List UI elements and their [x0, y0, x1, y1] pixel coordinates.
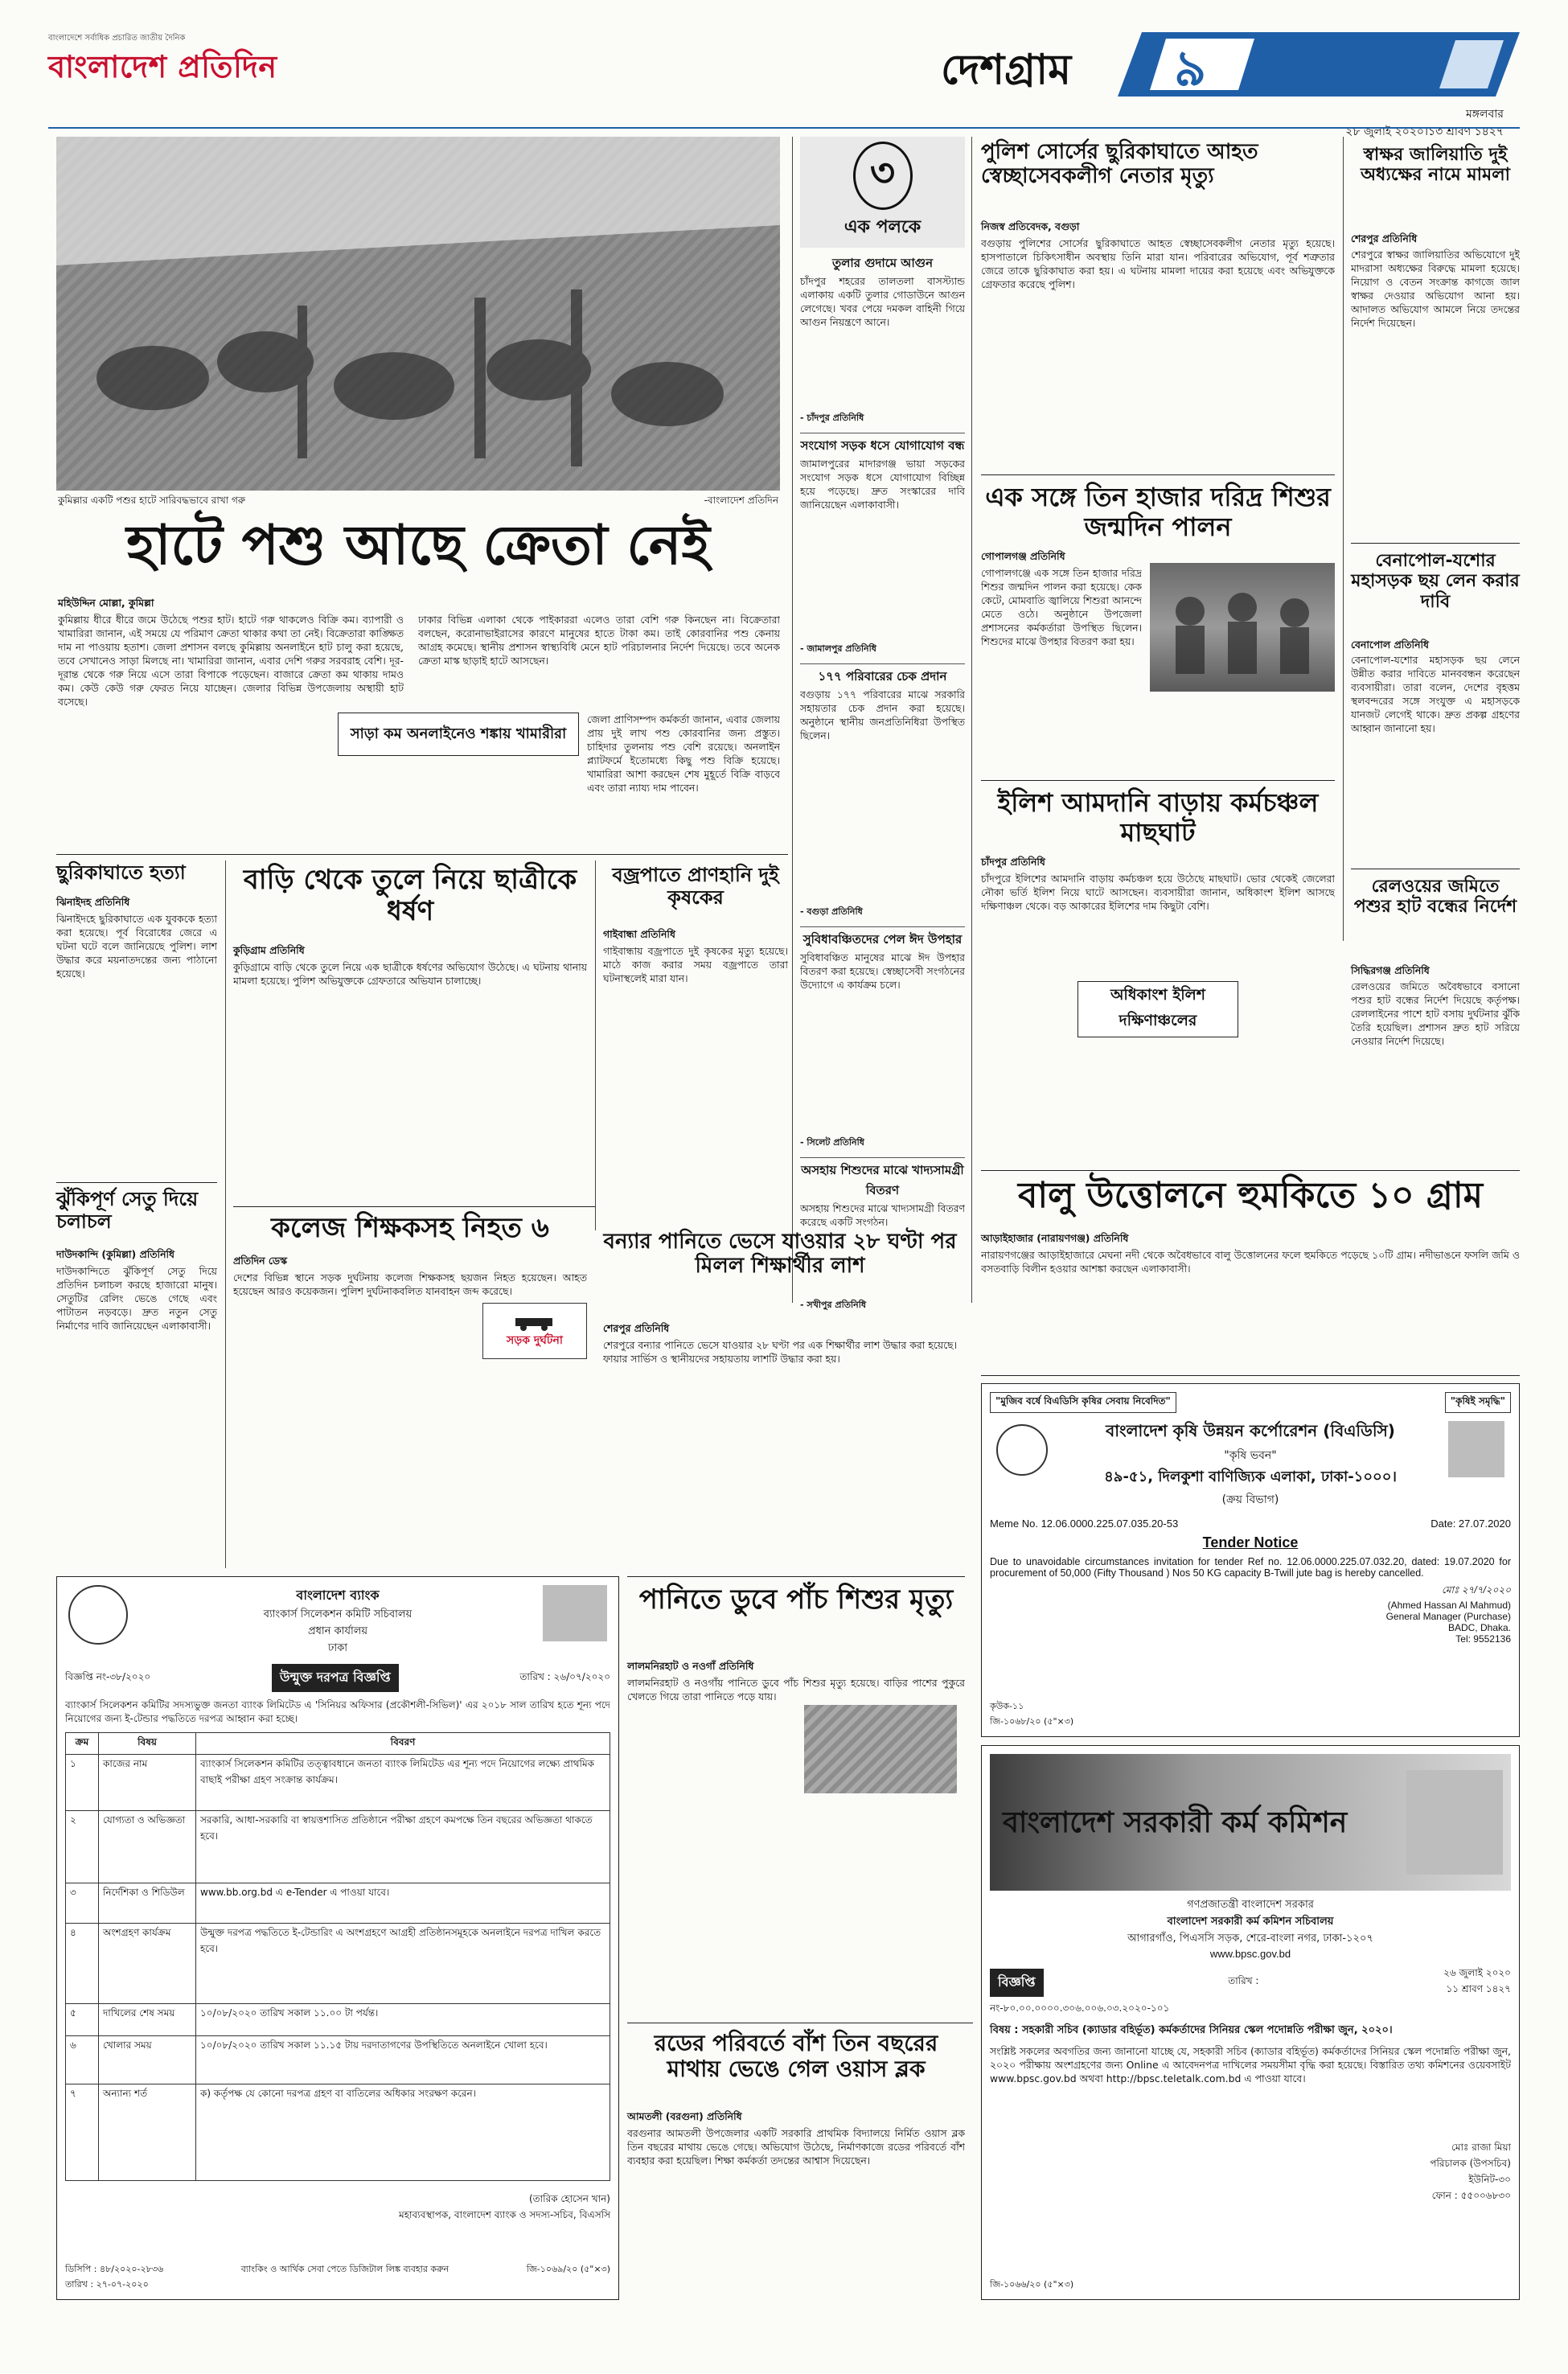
glance-item[interactable]	[800, 254, 965, 426]
bpsc-subject: বিষয় : সহকারী সচিব (ক্যাডার বহির্ভূত) কর্মকর্তাদের সিনিয়র স্কেল পদোন্নতি পরীক্ষা জুন, ২০২০।	[990, 2024, 1393, 2036]
weekday: মঙ্গলবার	[1465, 108, 1504, 121]
badc-signature-block	[990, 1583, 1511, 1645]
masthead-tagline: বাংলাদেশে সর্বাধিক প্রচারিত জাতীয় দৈনিক	[48, 34, 186, 43]
badc-header	[990, 1419, 1511, 1509]
bpsc-header	[990, 1897, 1511, 1960]
glance-header	[800, 137, 965, 248]
glance-item-credit: - সখীপুর প্রতিনিধি	[800, 1300, 867, 1310]
abduction-right-rule	[595, 860, 596, 1230]
lead-byline: মহিউদ্দিন মোল্লা, কুমিল্লা	[58, 597, 154, 609]
bank-table-header	[66, 1733, 610, 1755]
badc-org-short: BADC, Dhaka.	[1447, 1622, 1511, 1633]
lead-photo-caption-row	[58, 494, 778, 510]
birthday-body: গোপালগঞ্জে এক সঙ্গে তিন হাজার দরিদ্র শিশুর জন্মদিন পালন করা হয়েছে। কেক কেটে, মোমবাতি জ্বালিয়ে শিশুরা আনন্দে মেতে ওঠে। অনুষ্ঠানে উপজেলা প্রশাসনের কর্মকর্তারা উপস্থিত ছিলেন। শিশুদের মাঝে উপহার বিতরণ করা হয়।	[981, 567, 1142, 647]
glance-item-credit: - বগুড়া প্রতিনিধি	[800, 906, 863, 917]
badc-title: Tender Notice	[1202, 1534, 1299, 1550]
lead-pull-quote	[338, 713, 579, 756]
birthday-byline: গোপালগঞ্জ প্রতিনিধি	[981, 550, 1065, 562]
flood-byline: শেরপুর প্রতিনিধি	[603, 1322, 670, 1334]
bank-notice-no: বিজ্ঞপ্তি নং-৩৮/২০২০	[65, 1670, 151, 1682]
teacher-headline[interactable]: কলেজ শিক্ষকসহ নিহত ৬	[271, 1212, 549, 1244]
badc-date: Date: 27.07.2020	[1430, 1518, 1511, 1530]
stab-bottom-rule	[981, 474, 1335, 475]
glance-item-text: চাঁদপুর শহরের তালতলা বাসস্ট্যান্ড এলাকায় একটি তুলার গোডাউনে আগুন লেগেছে। খবর পেয়ে দমকল বাহিনী গিয়ে আগুন নিয়ন্ত্রণে আনে।	[800, 275, 965, 328]
glance-item[interactable]	[800, 926, 965, 1151]
sand-bottom-rule	[981, 1375, 1520, 1376]
forgery-byline: শেরপুর প্রতিনিধি	[1351, 232, 1418, 244]
col-subject: বিষয়	[99, 1733, 196, 1755]
railway-byline: সিদ্ধিরগঞ্জ প্রতিনিধি	[1351, 964, 1430, 976]
badc-position: General Manager (Purchase)	[1385, 1611, 1511, 1622]
badc-slogan-left: "মুজিব বর্ষে বিএডিসি কৃষির সেবায় নিবেদিত"	[990, 1392, 1176, 1413]
bank-footer-note: ব্যাংকিং ও আর্থিক সেবা পেতে ডিজিটাল লিঙ্ক ব্যবহার করুন	[240, 2264, 449, 2274]
lightning-byline: গাইবান্ধা প্রতিনিধি	[603, 928, 675, 940]
bpsc-address: আগারগাঁও, পিএসসি সড়ক, শেরে-বাংলা নগর, ঢাকা-১২০৭	[1127, 1932, 1373, 1945]
wash-headline[interactable]: রডের পরিবর্তে বাঁশ তিন বছরের মাথায় ভেঙে গেল ওয়াস ব্লক	[654, 2030, 938, 2083]
flood-headline[interactable]: বন্যার পানিতে ভেসে যাওয়ার ২৮ ঘণ্টা পর মিলল শিক্ষার্থীর লাশ	[603, 1230, 957, 1278]
left-col-rule	[225, 860, 226, 1568]
benapole-headline[interactable]: বেনাপোল-যশোর মহাসড়ক ছয় লেন করার দাবি	[1351, 551, 1520, 612]
car-icon	[511, 1312, 559, 1331]
teacher-body: দেশের বিভিন্ন স্থানে সড়ক দুর্ঘটনায় কলেজ শিক্ষকসহ ছয়জন নিহত হয়েছেন। আহত হয়েছেন আরও কয়েকজন। পুলিশ দুর্ঘটনাকবলিত যানবাহন জব্দ করেছে।	[233, 1271, 587, 1297]
glance-item[interactable]	[800, 433, 965, 657]
table-row: ৬ খোলার সময় ১০/০৮/২০২০ তারিখ সকাল ১১.১৫ টায় দরদাতাগণের উপস্থিতিতে অনলাইনে খোলা হবে।	[66, 2036, 610, 2084]
lead-body-1: কুমিল্লায় ধীরে ধীরে জমে উঠেছে পশুর হাট। হাটে গরু থাকলেও বিক্রি কম। ব্যাপারী ও খামারিরা জানান, এই সময়ে যে পরিমাণ ক্রেতা থাকার কথা তা নেই। বিক্রেতারা কাঙ্ক্ষিত দাম না পাওয়ায় হতাশ। জেলা প্রশাসন বলছে কুমিল্লায় অনলাইনে হাট চালু করা হয়েছে, তবে সেখানেও সাড়া মিলছে না। খামারিরা জানান, এবার দেশি গরুর সরবরাহ বেশি। দূর-দূরান্ত থেকে গরু নিয়ে এসে তারা বিপাকে পড়েছেন। বাজারে ক্রেতা কম থাকায় দামও কম। কেউ কেউ গরু ফেরত নিয়ে যাচ্ছেন। জেলার বিভিন্ন উপজেলায় অস্থায়ী হাট বসেছে।	[58, 614, 404, 708]
lightning-body: গাইবান্ধায় বজ্রপাতে দুই কৃষকের মৃত্যু হয়েছে। মাঠে কাজ করার সময় বজ্রপাতে তারা ঘটনাস্থলেই মারা যান।	[603, 945, 788, 984]
bank-office: প্রধান কার্যালয়	[307, 1625, 368, 1637]
bank-committee: ব্যাংকার্স সিলেকশন কমিটি সচিবালয়	[263, 1608, 413, 1620]
glance-item-text: বগুড়ায় ১৭৭ পরিবারের মাঝে সরকারি সহায়তার চেক প্রদান করা হয়েছে। অনুষ্ঠানে স্থানীয় জনপ্রতিনিধিরা উপস্থিত ছিলেন।	[800, 688, 965, 741]
table-row: ২ যোগ্যতা ও অভিজ্ঞতা সরকারি, আধা-সরকারি বা স্বায়ত্তশাসিত প্রতিষ্ঠানে পরীক্ষা গ্রহণে কমপক্ষে তিন বছরের অভিজ্ঞতা থাকতে হবে।	[66, 1811, 610, 1883]
children-silhouettes	[1150, 563, 1335, 692]
hilsa-pull-quote-text: অধিকাংশ ইলিশ দক্ষিণাঞ্চলের	[1110, 986, 1206, 1029]
table-row: ৪ অংশগ্রহণ কার্যক্রম উন্মুক্ত দরপত্র পদ্ধতিতে ই-টেন্ডারিং এ অংশগ্রহণে আগ্রহী প্রতিষ্ঠানসমূহকে অনলাইনে দরপত্র দাখিল করতে হবে।	[66, 1924, 610, 2004]
pull-quote-text: সাড়া কম অনলাইনেও শঙ্কায় খামারীরা	[350, 725, 567, 742]
section-name: দেশগ্রাম	[941, 46, 1072, 94]
sand-byline: আড়াইহাজার (নারায়ণগঞ্জ) প্রতিনিধি	[981, 1232, 1129, 1244]
bank-footer	[65, 2262, 610, 2293]
bpsc-date-label: তারিখ :	[1228, 1975, 1259, 1986]
badc-building: "কৃষি ভবন"	[1224, 1449, 1277, 1462]
murder-byline: ঝিনাইদহ প্রতিনিধি	[56, 896, 130, 908]
lead-photo-caption: কুমিল্লার একটি পশুর হাটে সারিবদ্ধভাবে রাখা গরু	[58, 495, 246, 506]
bpsc-banner-text: বাংলাদেশ সরকারী কর্ম কমিশন	[1003, 1806, 1348, 1839]
lead-body-3: জেলা প্রাণিসম্পদ কর্মকর্তা জানান, এবার জেলায় প্রায় দুই লাখ পশু কোরবানির জন্য প্রস্তুত। চাহিদার তুলনায় পশু বেশি রয়েছে। অনলাইন প্ল্যাটফর্মে ইতোমধ্যে কিছু পশু বিক্রি হয়েছে। খামারিরা আশা করছেন শেষ মুহূর্তে বিক্রি বাড়বে এবং তারা ন্যায্য দাম পাবেন।	[587, 713, 780, 794]
glance-item-head: তুলার গুদামে আগুন	[831, 256, 934, 270]
bank-notice-title: উন্মুক্ত দরপত্র বিজ্ঞপ্তি	[272, 1664, 399, 1692]
page-number: ৯	[1174, 39, 1207, 97]
badc-tender-ad	[981, 1383, 1520, 1737]
masthead	[48, 32, 1520, 138]
issue-date: ২৮ জুলাই ২০২০।১৩ শ্রাবণ ১৪২৭	[1345, 125, 1504, 138]
birthday-photo	[1150, 563, 1335, 692]
bank-notice-date: তারিখ : ২৬/০৭/২০২০	[519, 1670, 610, 1682]
glance-title: এক পলকে	[844, 217, 922, 237]
bpsc-date2: ১১ শ্রাবণ ১৪২৭	[1446, 1983, 1511, 1994]
bank-footer-left: ডিসিপি : ৪৮/২০২০-২৮৩৬ তারিখ : ২৭-০৭-২০২০	[65, 2264, 164, 2290]
bpsc-ref-no: নং-৮০.০০.০০০০.৩০৬.০০৬.০৩.২০২০-১০১	[990, 2002, 1170, 2014]
glance-item-text: জামালপুরের মাদারগঞ্জ ভায়া সড়কের সংযোগ সড়ক ধসে যোগাযোগ বিচ্ছিন্ন হয়ে পড়েছে। দ্রুত সংস্কারের দাবি জানিয়েছেন এলাকাবাসী।	[800, 458, 965, 511]
hilsa-bottom-rule	[981, 1170, 1520, 1171]
glance-right-rule	[971, 137, 972, 1303]
glance-item-head: অসহায় শিশুদের মাঝে খাদ্যসামগ্রী বিতরণ	[801, 1163, 964, 1197]
lead-body-2: ঢাকার বিভিন্ন এলাকা থেকে পাইকাররা এলেও তারা বেশি গরু কিনছেন না। বিক্রেতারা বলছেন, করোনাভাইরাসের কারণে মানুষের হাতে টাকা কম। তাই কোরবানির পশু কেনায় আগ্রহ কমেছে। স্থানীয় প্রশাসন স্বাস্থ্যবিধি মেনে হাট পরিচালনার নির্দেশ দিয়েছে। তবে অনেক ক্রেতা মাস্ক ছাড়াই হাটে আসছেন।	[418, 614, 780, 667]
glance-item-credit: - জামালপুর প্রতিনিধি	[800, 643, 876, 654]
badc-refs	[990, 1699, 1073, 1730]
page-number-ribbon	[1118, 32, 1520, 97]
bpsc-banner	[990, 1754, 1511, 1891]
drowning-body: লালমনিরহাট ও নওগাঁয় পানিতে ডুবে পাঁচ শিশুর মৃত্যু হয়েছে। বাড়ির পাশের পুকুরে খেলতে গিয়ে তারা পানিতে পড়ে যায়।	[627, 1677, 965, 1702]
badc-slogan-right: "কৃষিই সমৃদ্ধি"	[1445, 1392, 1511, 1413]
hilsa-body: চাঁদপুরে ইলিশের আমদানি বাড়ায় কর্মচঞ্চল হয়ে উঠেছে মাছঘাট। ভোর থেকেই জেলেরা নৌকা ভর্তি ইলিশ নিয়ে ঘাটে আসছেন। ব্যবসায়ীরা জানান, অধিকাংশ ইলিশ আসছে দক্ষিণাঞ্চল থেকে। বড় আকারের ইলিশের দাম কিছুটা বেশি।	[981, 873, 1335, 912]
wash-body: বরগুনার আমতলী উপজেলার একটি সরকারি প্রাথমিক বিদ্যালয়ে নির্মিত ওয়াস ব্লক তিন বছরের মাথায় ভেঙে গেছে। অভিযোগ উঠেছে, নির্মাণকাজে রডের পরিবর্তে বাঁশ ব্যবহার করা হয়েছিল। শিক্ষা কর্মকর্তা তদন্তের আশ্বাস দিয়েছেন।	[627, 2127, 965, 2167]
glance-item-head: সংযোগ সড়ক ধসে যোগাযোগ বন্ধ	[800, 438, 965, 453]
murder-body: ঝিনাইদহে ছুরিকাঘাতে এক যুবককে হত্যা করা হয়েছে। পূর্ব বিরোধের জেরে এ ঘটনা ঘটে বলে জানিয়েছে পুলিশ। লাশ উদ্ধার করে ময়নাতদন্তের জন্য পাঠানো হয়েছে।	[56, 913, 217, 980]
bank-signature-block	[65, 2192, 610, 2224]
birthday-bottom-rule	[981, 780, 1335, 781]
lead-photo-credit: -বাংলাদেশ প্রতিদিন	[704, 495, 778, 506]
drowning-headline[interactable]: পানিতে ডুবে পাঁচ শিশুর মৃত্যু	[638, 1583, 954, 1616]
birthday-headline[interactable]: এক সঙ্গে তিন হাজার দরিদ্র শিশুর জন্মদিন পালন	[985, 482, 1331, 542]
table-row: ৫ দাখিলের শেষ সময় ১০/০৮/২০২০ তারিখ সকাল ১১.০০ টা পর্যন্ত।	[66, 2004, 610, 2036]
forgery-bottom-rule	[1351, 543, 1520, 544]
benapole-body: বেনাপোল-যশোর মহাসড়ক ছয় লেনে উন্নীত করার দাবিতে মানববন্ধন করেছেন ব্যবসায়ীরা। তারা বলেন, দেশের বৃহত্তম স্থলবন্দরের সঙ্গে সংযুক্ত এ মহাসড়কে যানজট লেগেই থাকে। দ্রুত প্রকল্প গ্রহণের আহ্বান জানানো হয়।	[1351, 654, 1520, 734]
stab-right-rule	[1343, 137, 1344, 941]
lightning-headline[interactable]: বজ্রপাতে প্রাণহানি দুই কৃষকের	[612, 864, 779, 909]
abduction-headline[interactable]: বাড়ি থেকে তুলে নিয়ে ছাত্রীকে ধর্ষণ	[243, 864, 577, 928]
badc-tel: Tel: 9552136	[1455, 1633, 1511, 1645]
bpsc-date1: ২৬ জুলাই ২০২০	[1443, 1967, 1511, 1978]
bank-header	[65, 1585, 610, 1657]
bank-intro: ব্যাংকার্স সিলেকশন কমিটির সদস্যভুক্ত জনতা ব্যাংক লিমিটেড এ 'সিনিয়র অফিসার (প্রকৌশলী-সিভিল)' এর ২০১৮ সাল তারিখ হতে শূন্য পদে নিয়োগের জন্য ই-টেন্ডার পদ্ধতিতে দরপত্র আহ্বান করা হচ্ছে।	[65, 1699, 610, 1724]
bpsc-ad-ref: জি-১০৬৬/২০ (৫"×৩)	[990, 2279, 1074, 2290]
badc-memo-row	[990, 1518, 1511, 1530]
glance-left-rule	[792, 137, 793, 1303]
bank-city: ঢাকা	[328, 1642, 347, 1654]
bpsc-body: সংশ্লিষ্ট সকলের অবগতির জন্য জানানো যাচ্ছে যে, সহকারী সচিব (ক্যাডার বহির্ভূত) কর্মকর্তাদের সিনিয়র স্কেল পদোন্নতি পরীক্ষা জুন, ২০২০ পরীক্ষায় অংশগ্রহণের জন্য Online এ আবেদনপত্র দাখিলের সময়সীমা বৃদ্ধি করা হয়েছে। বিস্তারিত তথ্য কমিশনের ওয়েবসাইট www.bpsc.gov.bd অথবা http://bpsc.teletalk.com.bd এ পাওয়া যাবে।	[990, 2045, 1511, 2084]
glance-item-head: সুবিধাবঞ্চিতদের পেল ঈদ উপহার	[802, 932, 963, 947]
abduction-body: কুড়িগ্রামে বাড়ি থেকে তুলে নিয়ে এক ছাত্রীকে ধর্ষণের অভিযোগ উঠেছে। এ ঘটনায় থানায় মামলা হয়েছে। পুলিশ অভিযুক্তকে গ্রেফতারে অভিযান চালাচ্ছে।	[233, 961, 587, 987]
bank-org: বাংলাদেশ ব্যাংক	[296, 1587, 380, 1603]
hilsa-pull-quote	[1077, 981, 1238, 1037]
drowning-byline: লালমনিরহাট ও নওগাঁ প্রতিনিধি	[627, 1660, 754, 1672]
badc-memo: Meme No. 12.06.0000.225.07.035.20-53	[990, 1518, 1179, 1530]
bpsc-notice-ad	[981, 1745, 1520, 2300]
badc-ref2: জি-১০৬৮/২০ (৫"×৩)	[990, 1716, 1074, 1727]
glance-item-credit: - চাঁদপুর প্রতিনিধি	[800, 413, 864, 423]
table-row: ৩ নির্দেশিকা ও শিডিউল www.bb.org.bd এ e-Tender এ পাওয়া যাবে।	[66, 1883, 610, 1924]
bank-signatory-name: (তারিক হোসেন খান)	[529, 2193, 610, 2204]
glance-item[interactable]	[800, 663, 965, 920]
badc-body: Due to unavoidable circumstances invitation for tender Ref no. 12.06.0000.225.07.032.20, dated: 19.07.2020 for procurement of 50,000 (Fifty Thousand ) Nos 50 KG capacity B-Twill jute bag is hereby cancelled.	[990, 1556, 1511, 1579]
bank-signatory-title: মহাব্যবস্থাপক, বাংলাদেশ ব্যাংক ও সদস্য-সচিব, বিএসসি	[399, 2209, 610, 2220]
table-row: ৭ অন্যান্য শর্ত ক) কর্তৃপক্ষ যে কোনো দরপত্র গ্রহণ বা বাতিলের অধিকার সংরক্ষণ করেন।	[66, 2084, 610, 2181]
bridge-headline[interactable]: ঝুঁকিপূর্ণ সেতু দিয়ে চলাচল	[56, 1188, 199, 1233]
railway-headline[interactable]: রেলওয়ের জমিতে পশুর হাট বন্ধের নির্দেশ	[1353, 877, 1517, 918]
bridge-body: দাউদকান্দিতে ঝুঁকিপূর্ণ সেতু দিয়ে প্রতিদিন চলাচল করছে হাজারো মানুষ। সেতুটির রেলিং ভেঙে গেছে এবং পাটাতন নড়বড়ে। দ্রুত নতুন সেতু নির্মাণের দাবি জানিয়েছেন এলাকাবাসী।	[56, 1265, 217, 1332]
bank-portrait	[543, 1585, 607, 1641]
bank-ad-ref: জি-১০৬৯/২০ (৫"×৩)	[526, 2264, 610, 2274]
bpsc-title: বিজ্ঞপ্তি	[990, 1969, 1044, 1997]
stab-byline: নিজস্ব প্রতিবেদক, বগুড়া	[981, 220, 1080, 232]
glance-item-head: ১৭৭ পরিবারের চেক প্রদান	[818, 669, 947, 684]
lead-headline[interactable]: হাটে পশু আছে ক্রেতা নেই	[126, 514, 710, 577]
sand-body: নারায়ণগঞ্জের আড়াইহাজারে মেঘনা নদী থেকে অবৈধভাবে বালু উত্তোলনের ফলে হুমকিতে পড়েছে ১০টি গ্রাম। নদীভাঙনে ফসলি জমি ও বসতবাড়ি বিলীন হওয়ার আশঙ্কা করছেন এলাকাবাসী।	[981, 1249, 1520, 1275]
abduction-byline: কুড়িগ্রাম প্রতিনিধি	[233, 944, 305, 956]
badc-slogan-row	[990, 1392, 1511, 1413]
cattle-silhouettes	[56, 137, 780, 491]
bpsc-secretariat: বাংলাদেশ সরকারী কর্ম কমিশন সচিবালয়	[1167, 1916, 1334, 1928]
bpsc-position: পরিচালক (উপসচিব)	[1430, 2158, 1511, 2169]
drowning-photo	[804, 1705, 957, 1793]
bpsc-portrait	[1406, 1770, 1503, 1875]
badc-ref1: কৃউক-১১	[990, 1701, 1024, 1711]
forgery-headline[interactable]: স্বাক্ষর জালিয়াতি দুই অধ্যক্ষের নামে মামলা	[1361, 145, 1510, 186]
badc-org: বাংলাদেশ কৃষি উন্নয়ন কর্পোরেশন (বিএডিসি)	[1106, 1421, 1395, 1440]
col-no: ক্রম	[66, 1733, 99, 1755]
glance-item-text: অসহায় শিশুদের মাঝে খাদ্যসামগ্রী বিতরণ করেছে একটি সংগঠন।	[800, 1202, 965, 1228]
bpsc-govt: গণপ্রজাতন্ত্রী বাংলাদেশ সরকার	[1187, 1899, 1314, 1911]
glance-item-credit: - সিলেট প্রতিনিধি	[800, 1137, 864, 1148]
wash-byline: আমতলী (বরগুনা) প্রতিনিধি	[627, 2110, 742, 2122]
accident-badge-text: সড়ক দুর্ঘটনা	[507, 1334, 563, 1347]
bpsc-web[interactable]: www.bpsc.gov.bd	[1209, 1948, 1291, 1960]
bpsc-unit: ইউনিট-৩০	[1468, 2174, 1511, 2185]
col-detail: বিবরণ	[196, 1733, 610, 1755]
bank-title-row	[65, 1664, 610, 1692]
railway-body: রেলওয়ের জমিতে অবৈধভাবে বসানো পশুর হাট বন্ধের নির্দেশ দিয়েছে কর্তৃপক্ষ। রেললাইনের পাশে হাট বসায় দুর্ঘটনার ঝুঁকি তৈরি হয়েছিল। প্রশাসন দ্রুত হাট সরিয়ে নেওয়ার নির্দেশ দিয়েছে।	[1351, 980, 1520, 1047]
badc-logo	[996, 1424, 1048, 1476]
bank-tender-ad	[56, 1576, 619, 2300]
stab-body: বগুড়ায় পুলিশের সোর্সের ছুরিকাঘাতে আহত স্বেচ্ছাসেবকলীগ নেতার মৃত্যু হয়েছে। হাসপাতালে চিকিৎসাধীন অবস্থায় তিনি মারা যান। পরিবারের অভিযোগ, পূর্ব শত্রুতার জেরে তাকে ছুরিকাঘাত করা হয়। এ ঘটনায় মামলা দায়ের করা হয়েছে এবং অভিযুক্তকে গ্রেফতার করেছে পুলিশ।	[981, 237, 1335, 290]
paper-name-logo[interactable]: বাংলাদেশ প্রতিদিন	[48, 49, 277, 84]
glance-item-text: সুবিধাবঞ্চিত মানুষের মাঝে ঈদ উপহার বিতরণ করা হয়েছে। স্বেচ্ছাসেবী সংগঠনের উদ্যোগে এ কার্যক্রম চলে।	[800, 951, 965, 991]
stab-headline[interactable]: পুলিশ সোর্সের ছুরিকাঘাতে আহত স্বেচ্ছাসেবকলীগ নেতার মৃত্যু	[981, 140, 1258, 188]
lead-photo-cattle-market	[56, 137, 780, 491]
badc-division: (ক্রয় বিভাগ)	[1221, 1493, 1279, 1506]
bpsc-title-row	[990, 1966, 1511, 1998]
badc-address: ৪৯-৫১, দিলকুশা বাণিজ্যিক এলাকা, ঢাকা-১০০০।	[1104, 1468, 1397, 1485]
glance-logo: ৩	[853, 142, 913, 210]
flood-body: শেরপুরে বন্যার পানিতে ভেসে যাওয়ার ২৮ ঘণ্টা পর এক শিক্ষার্থীর লাশ উদ্ধার করা হয়েছে। ফায়ার সার্ভিস ও স্থানীয়দের সহায়তায় লাশটি উদ্ধার করা হয়।	[603, 1339, 957, 1365]
bpsc-signature-block	[990, 2141, 1511, 2205]
bpsc-phone: ফোন : ৫৫০০৬৮৩০	[1431, 2190, 1511, 2201]
bank-logo-seal	[68, 1585, 128, 1645]
glance-column	[800, 137, 965, 1310]
masthead-rule	[48, 127, 1520, 129]
badc-signatory: (Ahmed Hassan Al Mahmud)	[1387, 1600, 1511, 1611]
table-row: ১ কাজের নাম ব্যাংকার্স সিলেকশন কমিটির তত্ত্বাবধানে জনতা ব্যাংক লিমিটেড এর শূন্য পদে নিয়োগের লক্ষ্যে প্রাথমিক বাছাই পরীক্ষা গ্রহণ সংক্রান্ত কার্যক্রম।	[66, 1755, 610, 1811]
teacher-byline: প্রতিদিন ডেস্ক	[233, 1255, 287, 1267]
bpsc-dates	[1443, 1966, 1511, 1998]
murder-headline[interactable]: ছুরিকাঘাতে হত্যা	[56, 861, 186, 884]
bridge-byline: দাউদকান্দি (কুমিল্লা) প্রতিনিধি	[56, 1248, 174, 1260]
badc-portrait	[1448, 1421, 1504, 1477]
sand-headline[interactable]: বালু উত্তোলনে হুমকিতে ১০ গ্রাম	[1017, 1175, 1484, 1216]
hilsa-byline: চাঁদপুর প্রতিনিধি	[981, 856, 1045, 868]
abduction-bottom-rule	[233, 1206, 595, 1207]
flood-bottom-rule	[627, 1576, 965, 1577]
bank-tender-table	[65, 1732, 610, 2181]
hilsa-headline[interactable]: ইলিশ আমদানি বাড়ায় কর্মচঞ্চল মাছঘাট	[997, 787, 1319, 848]
lead-bottom-rule	[56, 854, 788, 855]
accident-badge	[482, 1303, 587, 1359]
badc-signature: মোঃ ২৭/৭/২০২০	[1441, 1584, 1511, 1596]
forgery-body: শেরপুরে স্বাক্ষর জালিয়াতির অভিযোগে দুই মাদরাসা অধ্যক্ষের বিরুদ্ধে মামলা হয়েছে। নিয়োগ ও বেতন সংক্রান্ত কাগজে জাল স্বাক্ষর দেওয়ার অভিযোগ আনা হয়। আদালত অভিযোগ আমলে নিয়ে তদন্তের নির্দেশ দিয়েছেন।	[1351, 248, 1520, 329]
bpsc-signatory: মোঃ রাজা মিয়া	[1451, 2142, 1511, 2153]
benapole-byline: বেনাপোল প্রতিনিধি	[1351, 639, 1429, 651]
glance-list	[800, 254, 965, 1313]
murder-bottom-rule	[56, 1182, 217, 1183]
